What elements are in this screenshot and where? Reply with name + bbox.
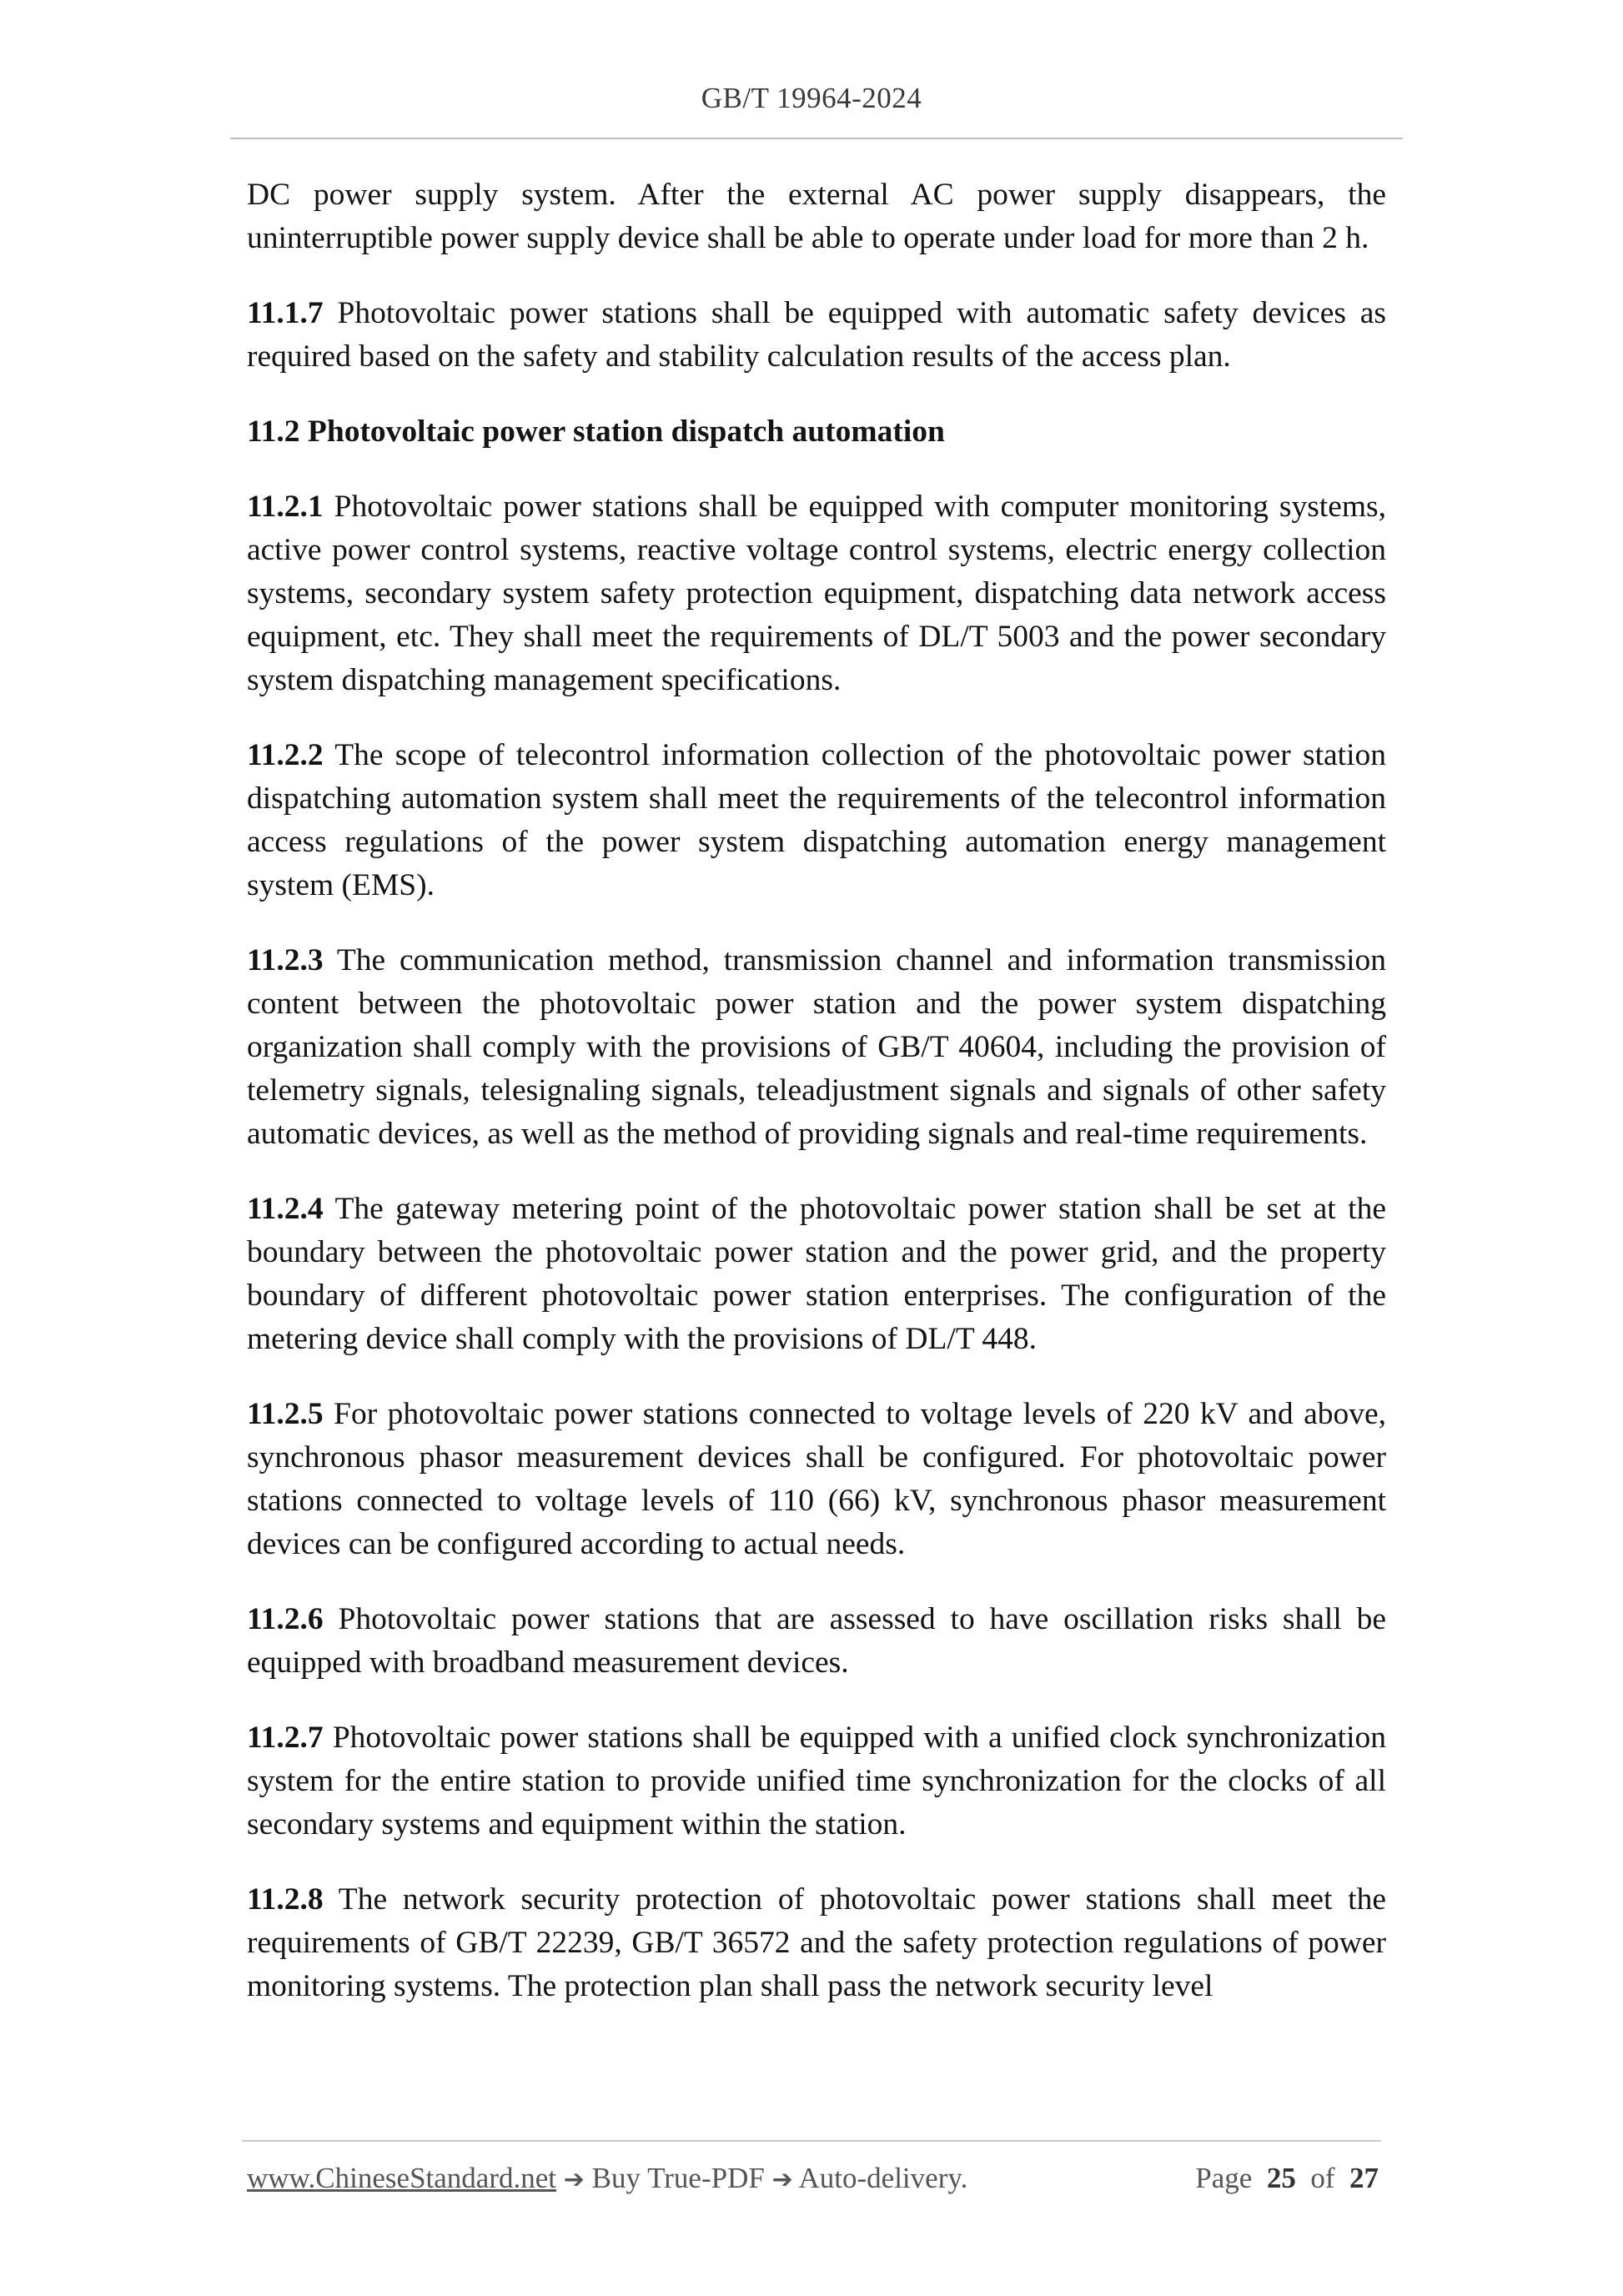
footer-promo <box>247 2162 967 2195</box>
paragraph-text: DC power supply system. After the external AC power supply disappears, the uninterruptible power supply device shall be able to operate under load for more than 2 h. <box>247 178 1386 255</box>
clause-11-2-8 <box>247 1878 1386 2008</box>
header-divider <box>230 138 1403 139</box>
clause-11-2-5 <box>247 1393 1386 1566</box>
clause-11-2-2 <box>247 734 1386 907</box>
clause-number: 11.2.1 <box>247 490 324 524</box>
current-page-number: 25 <box>1266 2162 1296 2194</box>
page-of-label: of <box>1310 2162 1335 2194</box>
clause-text: Photovoltaic power stations that are assessed to have oscillation risks shall be equipped with broadband measurement devices. <box>247 1602 1386 1680</box>
clause-number: 11.2.5 <box>247 1397 324 1431</box>
clause-number: 11.1.7 <box>247 296 324 330</box>
page-label: Page <box>1195 2162 1253 2194</box>
document-body <box>247 173 1386 2040</box>
clause-11-2-4 <box>247 1188 1386 1361</box>
clause-number: 11.2.3 <box>247 943 324 977</box>
clause-text: For photovoltaic power stations connected to voltage levels of 220 kV and above, synchronous phasor measurement devices shall be configured. For photovoltaic power stations connected to voltage levels of 110 (66) kV, synchronous phasor measurement devices can be configured according to actual needs. <box>247 1397 1386 1561</box>
clause-text: Photovoltaic power stations shall be equipped with a unified clock synchronization system for the entire station to provide unified time synchronization for the clocks of all secondary systems and equipment within the station. <box>247 1721 1386 1841</box>
continued-paragraph <box>247 173 1386 260</box>
footer-divider <box>242 2140 1381 2142</box>
clause-number: 11.2.6 <box>247 1602 324 1636</box>
clause-number: 11.2.2 <box>247 738 324 772</box>
clause-11-1-7 <box>247 292 1386 379</box>
clause-number: 11.2.4 <box>247 1192 324 1226</box>
clause-number: 11.2.8 <box>247 1882 324 1917</box>
document-code-header: GB/T 19964-2024 <box>701 82 922 114</box>
clause-text: The scope of telecontrol information collection of the photovoltaic power station dispatching automation system shall meet the requirements of the telecontrol information access regulations of the power system dispatching automation energy management system (EMS). <box>247 738 1386 902</box>
clause-11-2-1 <box>247 485 1386 702</box>
clause-text: The network security protection of photovoltaic power stations shall meet the requirements of GB/T 22239, GB/T 36572 and the safety protection regulations of power monitoring systems. The protection plan shall pass the network security level <box>247 1882 1386 2003</box>
clause-text: Photovoltaic power stations shall be equipped with computer monitoring systems, active power control systems, reactive voltage control systems, electric energy collection systems, secondary system safety protection equipment, dispatching data network access equipment, etc. They shall meet the requirements of DL/T 5003 and the power secondary system dispatching management specifications. <box>247 490 1386 697</box>
website-link[interactable]: www.ChineseStandard.net <box>247 2162 556 2194</box>
total-page-count: 27 <box>1349 2162 1379 2194</box>
buy-pdf-text: Buy True-PDF <box>584 2162 772 2194</box>
clause-text: The communication method, transmission channel and information transmission content between the photovoltaic power station and the power system dispatching organization shall comply with the provisions of GB/T 40604, including the provision of telemetry signals, telesignaling signals, teleadjustment signals and signals of other safety automatic devices, as well as the method of providing signals and real-time requirements. <box>247 943 1386 1151</box>
auto-delivery-text: Auto-delivery. <box>792 2162 968 2194</box>
clause-11-2-6 <box>247 1598 1386 1685</box>
clause-text: Photovoltaic power stations shall be equipped with automatic safety devices as required based on the safety and stability calculation results of the access plan. <box>247 296 1386 374</box>
clause-11-2-3 <box>247 939 1386 1156</box>
arrow-right-icon: ➔ <box>563 2165 585 2194</box>
section-heading: 11.2 Photovoltaic power station dispatch automation <box>247 414 945 449</box>
clause-text: The gateway metering point of the photovoltaic power station shall be set at the boundary between the photovoltaic power station and the power grid, and the property boundary of different photovoltaic power station enterprises. The configuration of the metering device shall comply with the provisions of DL/T 448. <box>247 1192 1386 1356</box>
clause-number: 11.2.7 <box>247 1721 324 1755</box>
clause-11-2-7 <box>247 1716 1386 1846</box>
arrow-right-icon: ➔ <box>771 2165 793 2194</box>
page-indicator <box>1195 2162 1379 2195</box>
